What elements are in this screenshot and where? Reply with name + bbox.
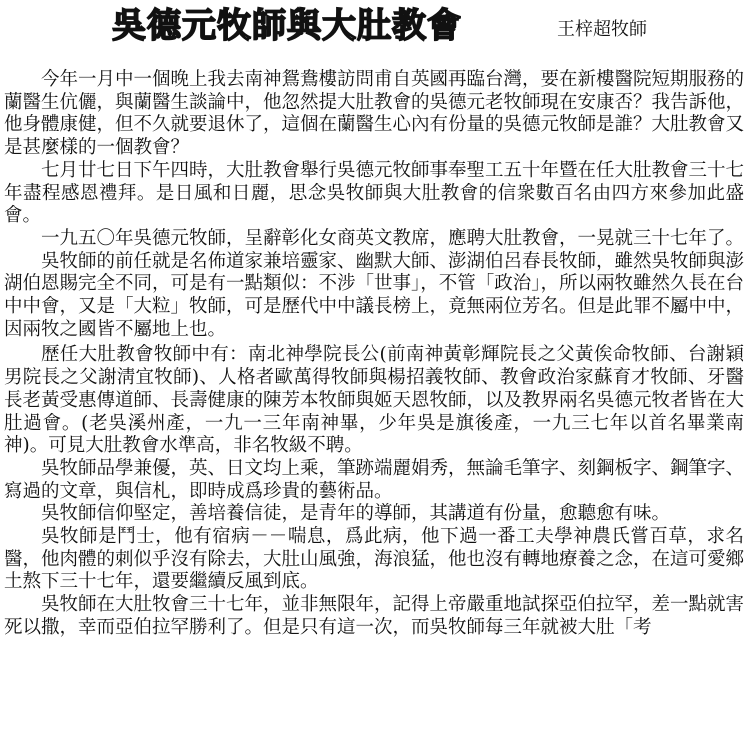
article-title: 吳德元牧師與大肚教會 — [112, 6, 462, 46]
article-paragraph: 吳牧師品學兼優，英、日文均上乘，筆跡端麗娟秀，無論毛筆字、刻鋼板字、鋼筆字、寫過的文章，與信札，即時成爲珍貴的藝術品。 — [4, 457, 745, 502]
article-paragraph: 吳牧師的前任就是名佈道家兼培靈家、幽默大師、澎湖伯呂春長牧師，雖然吳牧師與澎湖伯恩賜完全不同，可是有一點類似：不涉「世事」，不管「政治」，所以兩牧雖然久長在台中中會，又是「大粒」牧師，可是歷代中中議長榜上，竟無兩位芳名。但是此罪不屬中中，因兩牧之國皆不屬地上也。 — [4, 250, 745, 340]
article-body — [4, 69, 744, 640]
article-paragraph: 吳牧師是鬥士，他有宿病－－喘息，爲此病，他下過一番工夫學神農氏嘗百草，求名醫，他肉體的刺似乎沒有除去，大肚山風強，海浪猛，他也沒有轉地療養之念，在這可愛鄉土熬下三十七年，還要繼續反風到底。 — [4, 526, 745, 593]
article-author: 王梓超牧師 — [557, 19, 647, 40]
article-paragraph: 一九五〇年吳德元牧師，呈辭彰化女商英文教席，應聘大肚教會，一晃就三十七年了。 — [41, 227, 745, 249]
article-paragraph: 歷任大肚教會牧師中有：南北神學院長公(前南神黃彰輝院長之父黃俟命牧師、台謝穎男院長之父謝淸宜牧師)、人格者歐萬得牧師與楊招義牧師、教會政治家蘇育才牧師、牙醫長老黃受惠傳道師、長壽健康的陳芳本牧師與姬天恩牧師，以及教界兩名吳德元牧者皆在大肚過會。(老吳溪州產，一九一三年南神畢，少年吳是旗後產，一九三七年以首名畢業南神)。可見大肚教會水準高，非名牧級不聘。 — [4, 344, 745, 457]
article-paragraph: 七月廿七日下午四時，大肚教會舉行吳德元牧師事奉聖工五十年暨在任大肚教會三十七年盡程感恩禮拜。是日風和日麗，思念吳牧師與大肚教會的信衆數百名由四方來參加此盛會。 — [4, 159, 745, 227]
article-paragraph: 吳牧師信仰堅定，善培養信徒，是青年的導師，其講道有份量，愈聽愈有味。 — [41, 503, 671, 525]
article-paragraph: 吳牧師在大肚牧會三十七年，並非無限年，記得上帝嚴重地試探亞伯拉罕，差一點就害死以撒，幸而亞伯拉罕勝利了。但是只有這一次，而吳牧師每三年就被大肚「考 — [4, 594, 745, 638]
article-paragraph: 今年一月中一個晚上我去南神鴛鴦樓訪問甫自英國再臨台灣，要在新樓醫院短期服務的蘭醫生伉儷，與蘭醫生談論中，他忽然提大肚教會的吳德元老牧師現在安康否？我告訴他，他身體康健，但不久就要退休了，這個在蘭醫生心內有份量的吳德元牧師是誰？大肚教會又是甚麼樣的一個教會？ — [4, 69, 745, 159]
